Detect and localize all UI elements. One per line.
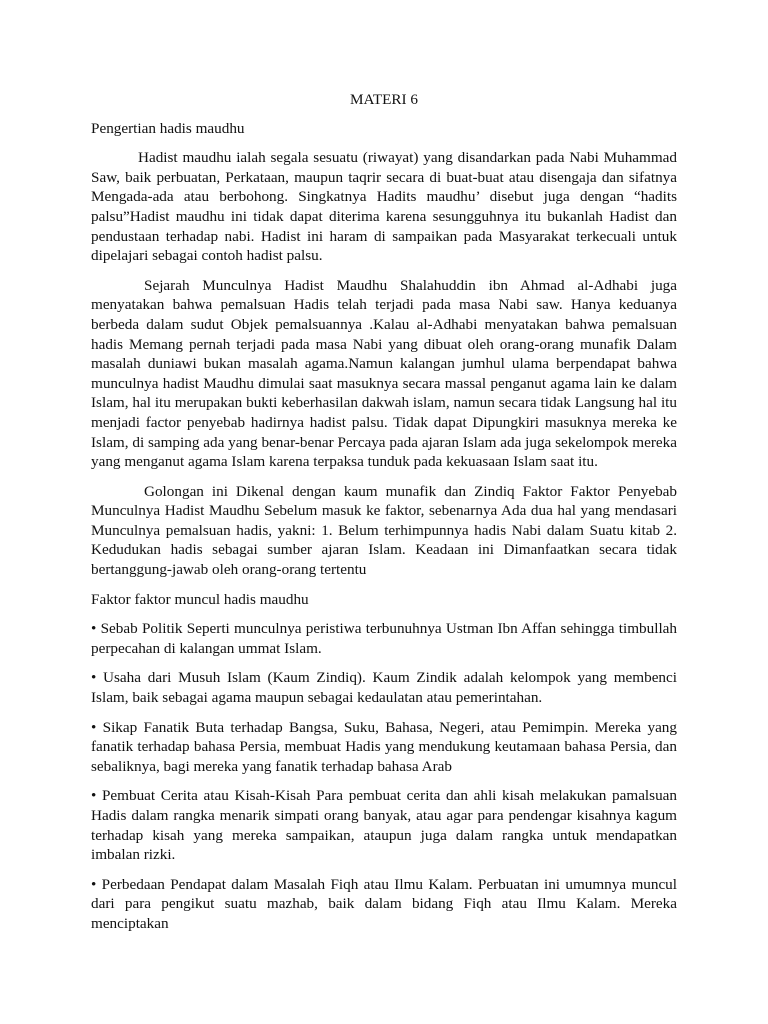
section-heading-pengertian: Pengertian hadis maudhu [91, 119, 245, 137]
bullet-item-fanatik: • Sikap Fanatik Buta terhadap Bangsa, Suku, Bahasa, Negeri, atau Pemimpin. Mereka yang fanatik terhadap bahasa Persia, membuat Hadis yang mendukung keutamaan bahasa Persia, dan sebaliknya, bagi mereka yang fanatik terhadap bahasa Arab [91, 718, 677, 775]
section-heading-faktor: Faktor faktor muncul hadis maudhu [91, 590, 309, 608]
bullet-item-perbedaan-pendapat: • Perbedaan Pendapat dalam Masalah Fiqh atau Ilmu Kalam. Perbuatan ini umumnya muncul dari para pengikut suatu mazhab, baik dalam bidang Fiqh atau Ilmu Kalam. Mereka menciptakan [91, 875, 677, 932]
paragraph-groups: Golongan ini Dikenal dengan kaum munafik dan Zindiq Faktor Faktor Penyebab Munculnya Hadist Maudhu Sebelum masuk ke faktor, sebenarnya Ada dua hal yang mendasari Munculnya pemalsuan hadis, yakni: 1. Belum terhimpunnya hadis Nabi dalam Suatu kitab 2. Kedudukan hadis sebagai sumber ajaran Islam. Keadaan ini Dimanfaatkan secara tidak bertanggung-jawab oleh orang-orang tertentu [91, 482, 677, 579]
document-title: MATERI 6 [350, 91, 418, 108]
paragraph-definition: Hadist maudhu ialah segala sesuatu (riwayat) yang disandarkan pada Nabi Muhammad Saw, baik perbuatan, Perkataan, maupun taqrir secara di buat-buat atau disengaja dan sifatnya Mengada-ada atau berbohong. Singkatnya Hadits maudhu’ disebut juga dengan “hadits palsu”Hadist maudhu ini tidak dapat diterima karena sesungguhnya itu bukanlah Hadist dan pendustaan terhadap nabi. Hadist ini haram di sampaikan pada Masyarakat terkecuali untuk dipelajari sebagai contoh hadist palsu. [91, 149, 677, 265]
paragraph-history: Sejarah Munculnya Hadist Maudhu Shalahuddin ibn Ahmad al-Adhabi juga menyatakan bahwa pemalsuan Hadis telah terjadi pada masa Nabi saw. Hanya keduanya berbeda dalam sudut Objek pemalsuannya .Kalau al-Adhabi menyatakan bahwa pemalsuan hadis Memang pernah terjadi pada masa Nabi yang dibuat oleh orang-orang munafik Dalam masalah duniawi bukan masalah agama.Namun kalangan jumhul ulama berpendapat bahwa munculnya hadist Maudhu dimulai saat masuknya secara massal penganut agama lain ke dalam Islam, hal itu merupakan bukti keberhasilan dakwah islam, namun secara tidak Langsung hal itu menjadi factor penyebab hadirnya hadist palsu. Tidak dapat Dipungkiri masuknya mereka ke Islam, di samping ada yang benar-benar Percaya pada ajaran Islam ada juga sekelompok mereka yang menganut agama Islam karena terpaksa tunduk pada kekuasaan Islam saat itu. [91, 276, 677, 471]
bullet-item-pembuat-cerita: • Pembuat Cerita atau Kisah-Kisah Para pembuat cerita dan ahli kisah melakukan pamalsuan Hadis dalam rangka menarik simpati orang banyak, atau agar para pendengar kisahnya kagum terhadap kisah yang mereka sampaikan, ataupun juga dalam rangka untuk mendapatkan imbalan rizki. [91, 787, 677, 864]
bullet-item-politik: • Sebab Politik Seperti munculnya peristiwa terbunuhnya Ustman Ibn Affan sehingga timbullah perpecahan di kalangan ummat Islam. [91, 620, 677, 657]
document-page [91, 90, 677, 944]
bullet-item-musuh-islam: • Usaha dari Musuh Islam (Kaum Zindiq). Kaum Zindik adalah kelompok yang membenci Islam, baik sebagai agama maupun sebagai kedaulatan atau pemerintahan. [91, 669, 677, 707]
